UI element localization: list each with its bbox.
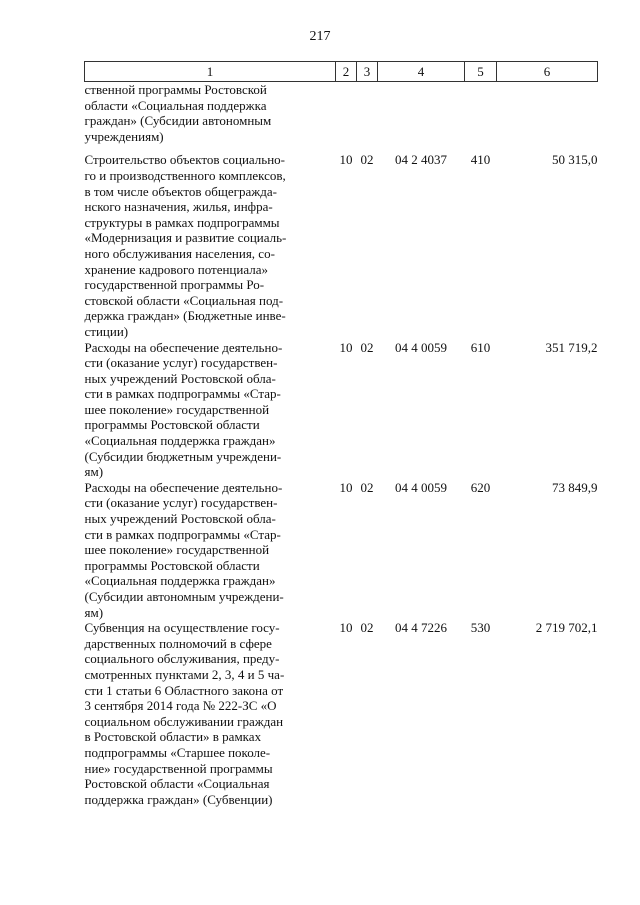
table-header-row [85,62,598,82]
row-description [85,152,336,339]
row-description-text: Расходы на обеспечение деятельно- сти (оказание услуг) государствен- ных учреждений Ростовской обла- сти в рамках подпрограммы «Стар- шее поколение» государственной программы Ростовской области «Социальная поддержка граждан» (Субсидии бюджетным учреждени- ям) [84,339,283,480]
row-csr: 04 2 4037 [395,152,447,168]
column-header-2: 2 [336,62,357,82]
row-description [85,480,336,620]
row-pr [357,82,378,153]
row-vr: 610 [470,339,491,355]
row-sum: 73 849,9 [552,479,598,495]
table-row [85,152,598,339]
row-description [85,340,336,480]
row-rz [336,82,357,153]
column-header-4: 4 [378,62,465,82]
row-description [85,620,336,807]
row-rz: 10 [339,339,353,355]
row-vr: 530 [470,620,491,636]
row-description-text: Строительство объектов социально- го и производственного комплексов, в том числе объектов общегражда- нского назначения, жилья, инфра- структуры в рамках подпрограммы «Модернизация и развитие социаль- ного обслуживания населения, со- хранение кадрового потенциала» государственной программы Ро- стовской области «Социальная под- держка граждан» (Бюджетные инве- стиции) [84,152,287,339]
row-rz: 10 [339,620,353,636]
column-header-3: 3 [357,62,378,82]
row-pr: 02 [360,620,374,636]
row-pr: 02 [360,339,374,355]
table-row [85,480,598,620]
page-number: 217 [309,29,331,44]
row-pr: 02 [360,479,374,495]
table-row [85,620,598,807]
row-description-text: Расходы на обеспечение деятельно- сти (оказание услуг) государствен- ных учреждений Ростовской обла- сти в рамках подпрограммы «Стар- шее поколение» государственной программы Ростовской области «Социальная поддержка граждан» (Субсидии автономным учреждени- ям) [84,479,284,620]
budget-table [84,61,598,807]
row-csr: 04 4 0059 [395,339,447,355]
row-description-text: Субвенция на осуществление госу- дарственных полномочий в сфере социального обслуживания, преду- смотренных пунктами 2, 3, 4 и 5 ча- сти 1 статьи 6 Областного закона от 3 сентября 2014 года № 222-ЗС «О социальном обслуживании граждан в Ростовской области» в рамках подпрограммы «Старшее поколе- ние» государственной программы Ростовской области «Социальная поддержка граждан» (Субвенции) [84,620,285,807]
row-description-text: ственной программы Ростовской области «Социальная поддержка граждан» (Субсидии автономным учреждениям) [84,82,272,144]
row-rz: 10 [339,479,353,495]
row-rz: 10 [339,152,353,168]
row-csr [378,82,465,153]
column-header-5: 5 [465,62,497,82]
row-csr: 04 4 0059 [395,479,447,495]
column-header-1: 1 [85,62,336,82]
row-pr: 02 [360,152,374,168]
table-row [85,340,598,480]
row-sum: 2 719 702,1 [535,620,598,636]
row-vr [465,82,497,153]
row-sum: 351 719,2 [545,339,598,355]
column-header-6: 6 [497,62,598,82]
row-csr: 04 4 7226 [395,620,447,636]
row-sum [497,82,598,153]
row-description [85,82,336,153]
table-row [85,82,598,153]
row-sum: 50 315,0 [552,152,598,168]
row-vr: 410 [470,152,491,168]
row-vr: 620 [470,479,491,495]
